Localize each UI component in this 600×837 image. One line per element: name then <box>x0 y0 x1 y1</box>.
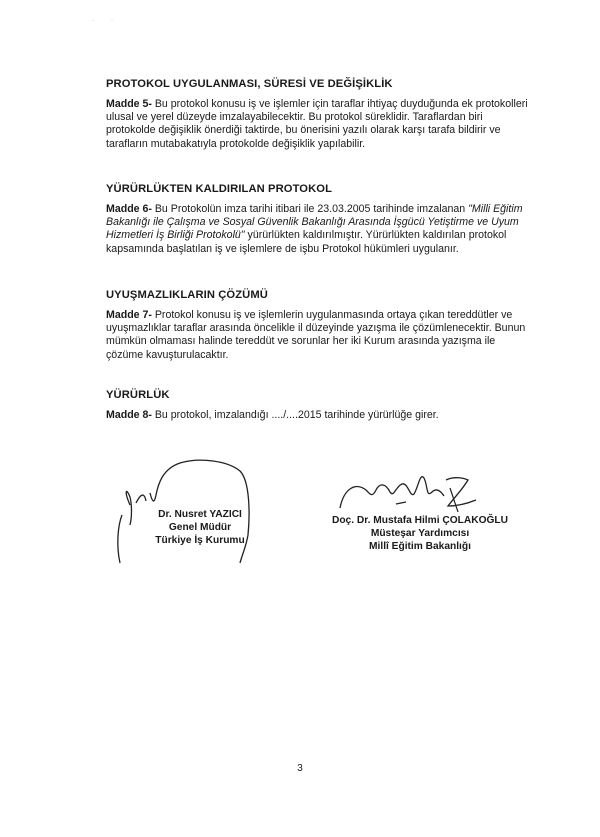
signatory-org: Türkiye İş Kurumu <box>155 535 245 546</box>
section-madde-5 <box>106 78 534 151</box>
section-paragraph <box>106 203 534 256</box>
article-text: Bu protokol konusu iş ve işlemler için taraflar ihtiyaç duyduğunda ek protokolleri ulusal ve yerel düzeyde imzalayabilecektir. Bu protokol süreklidir. Taraflardan biri protokolde değişiklik önerdiği taktirde, bu önerisini yazılı olarak karşı tarafa bildirir ve tarafların mutabakatıyla protokolde değişiklik yapılabilir. <box>106 98 528 150</box>
protocol-title: "Milli Eğitim Bakanlığı ile Çalışma ve Sosyal Güvenlik Bakanlığı Arasında İşgücü Yetiştirme ve Uyum Hizmetleri İş Birliği Protokolü" <box>106 203 523 242</box>
article-text: Protokol konusu iş ve işlemlerin uygulanmasında ortaya çıkan tereddütler ve uyuşmazlıklar taraflar arasında öncelikle il düzeyinde yazışma ile çözümlenecektir. Bunun mümkün olmaması halinde tereddüt ve sorunlar her iki Kurum arasında yazışma ile çözüme kavuşturulacaktır. <box>106 309 526 361</box>
scan-mark: · <box>92 18 94 24</box>
article-label: Madde 8- <box>106 409 152 421</box>
section-heading: UYUŞMAZLIKLARIN ÇÖZÜMÜ <box>106 289 268 301</box>
section-heading: PROTOKOL UYGULANMASI, SÜRESİ VE DEĞİŞİKLİK <box>106 78 393 90</box>
article-label: Madde 7- <box>106 309 152 321</box>
section-heading: YÜRÜRLÜKTEN KALDIRILAN PROTOKOL <box>106 183 333 195</box>
article-text: Bu Protokolün imza tarihi itibari ile 23.03.2005 tarihinde imzalanan <box>151 203 469 215</box>
section-madde-8 <box>106 389 534 422</box>
section-paragraph <box>106 98 534 151</box>
signatory-name: Dr. Nusret YAZICI <box>158 509 242 520</box>
signatory-right-block <box>305 514 535 553</box>
article-label: Madde 6- <box>106 203 152 215</box>
section-paragraph <box>106 409 534 422</box>
signatory-org: Millî Eğitim Bakanlığı <box>369 541 471 552</box>
scan-mark: · <box>111 17 113 23</box>
section-madde-7 <box>106 289 534 362</box>
section-heading: YÜRÜRLÜK <box>106 389 170 401</box>
section-madde-6 <box>106 183 534 256</box>
article-text: Bu protokol, imzalandığı ..../....2015 tarihinde yürürlüğe girer. <box>151 409 439 421</box>
article-label: Madde 5- <box>106 98 152 110</box>
signature-right <box>336 468 486 518</box>
signatory-left-block <box>140 508 260 547</box>
article-text: yürürlükten kaldırılmıştır. Yürürlükten kaldırılan protokol kapsamında başlatılan iş ve işlemlere de işbu Protokol hükümleri uygulanır. <box>106 229 507 255</box>
page-number: 3 <box>297 763 303 774</box>
signatory-title: Genel Müdür <box>168 522 232 533</box>
signatory-title: Müsteşar Yardımcısı <box>370 528 470 539</box>
signatory-name: Doç. Dr. Mustafa Hilmi ÇOLAKOĞLU <box>331 515 509 526</box>
section-paragraph <box>106 309 534 362</box>
